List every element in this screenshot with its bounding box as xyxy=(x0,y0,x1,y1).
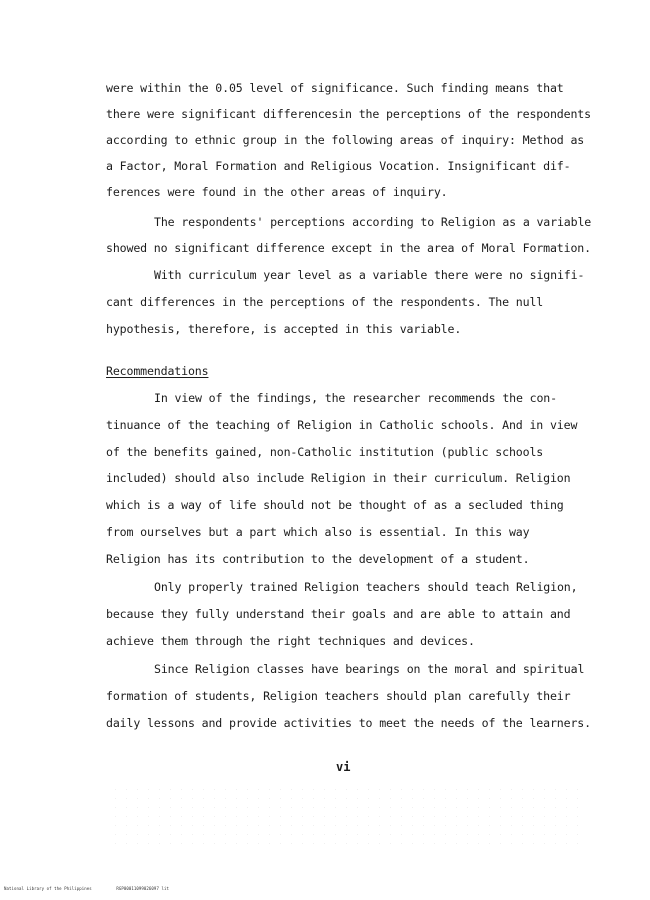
scan-footer xyxy=(4,886,191,891)
text-line: ferences were found in the other areas of inquiry. xyxy=(106,185,448,199)
text-line: formation of students, Religion teachers should plan carefully their xyxy=(106,689,571,703)
text-line: hypothesis, therefore, is accepted in this variable. xyxy=(106,322,462,336)
text-line: showed no significant difference except in the area of Moral Formation. xyxy=(106,241,591,255)
text-line: Only properly trained Religion teachers should teach Religion, xyxy=(154,580,578,594)
text-line: were within the 0.05 level of significance. Such finding means that xyxy=(106,81,564,95)
text-line: of the benefits gained, non-Catholic institution (public schools xyxy=(106,445,544,459)
footer-library: National Library of the Philippines xyxy=(4,886,92,891)
text-line: from ourselves but a part which also is essential. In this way xyxy=(106,525,530,539)
scan-noise xyxy=(110,785,580,845)
text-line: a Factor, Moral Formation and Religious Vocation. Insignificant dif- xyxy=(106,159,571,173)
text-line: according to ethnic group in the following areas of inquiry: Method as xyxy=(106,133,585,147)
footer-code: RGP00011099026097 lit xyxy=(116,886,169,891)
text-line: daily lessons and provide activities to meet the needs of the learners. xyxy=(106,716,591,730)
page-number: vi xyxy=(336,760,351,774)
text-line: With curriculum year level as a variable there were no signifi- xyxy=(154,268,585,282)
text-line: Religion has its contribution to the development of a student. xyxy=(106,552,530,566)
text-line: tinuance of the teaching of Religion in Catholic schools. And in view xyxy=(106,418,578,432)
text-line: cant differences in the perceptions of the respondents. The null xyxy=(106,295,544,309)
section-heading: Recommendations xyxy=(106,364,209,378)
text-line: included) should also include Religion in their curriculum. Religion xyxy=(106,471,571,485)
text-line: because they fully understand their goals and are able to attain and xyxy=(106,607,571,621)
text-line: which is a way of life should not be thought of as a secluded thing xyxy=(106,498,564,512)
text-line: Since Religion classes have bearings on the moral and spiritual xyxy=(154,662,585,676)
text-line: there were significant differencesin the perceptions of the respondents xyxy=(106,107,591,121)
text-line: In view of the findings, the researcher recommends the con- xyxy=(154,391,557,405)
text-line: achieve them through the right techniques and devices. xyxy=(106,634,475,648)
text-line: The respondents' perceptions according to Religion as a variable xyxy=(154,215,592,229)
